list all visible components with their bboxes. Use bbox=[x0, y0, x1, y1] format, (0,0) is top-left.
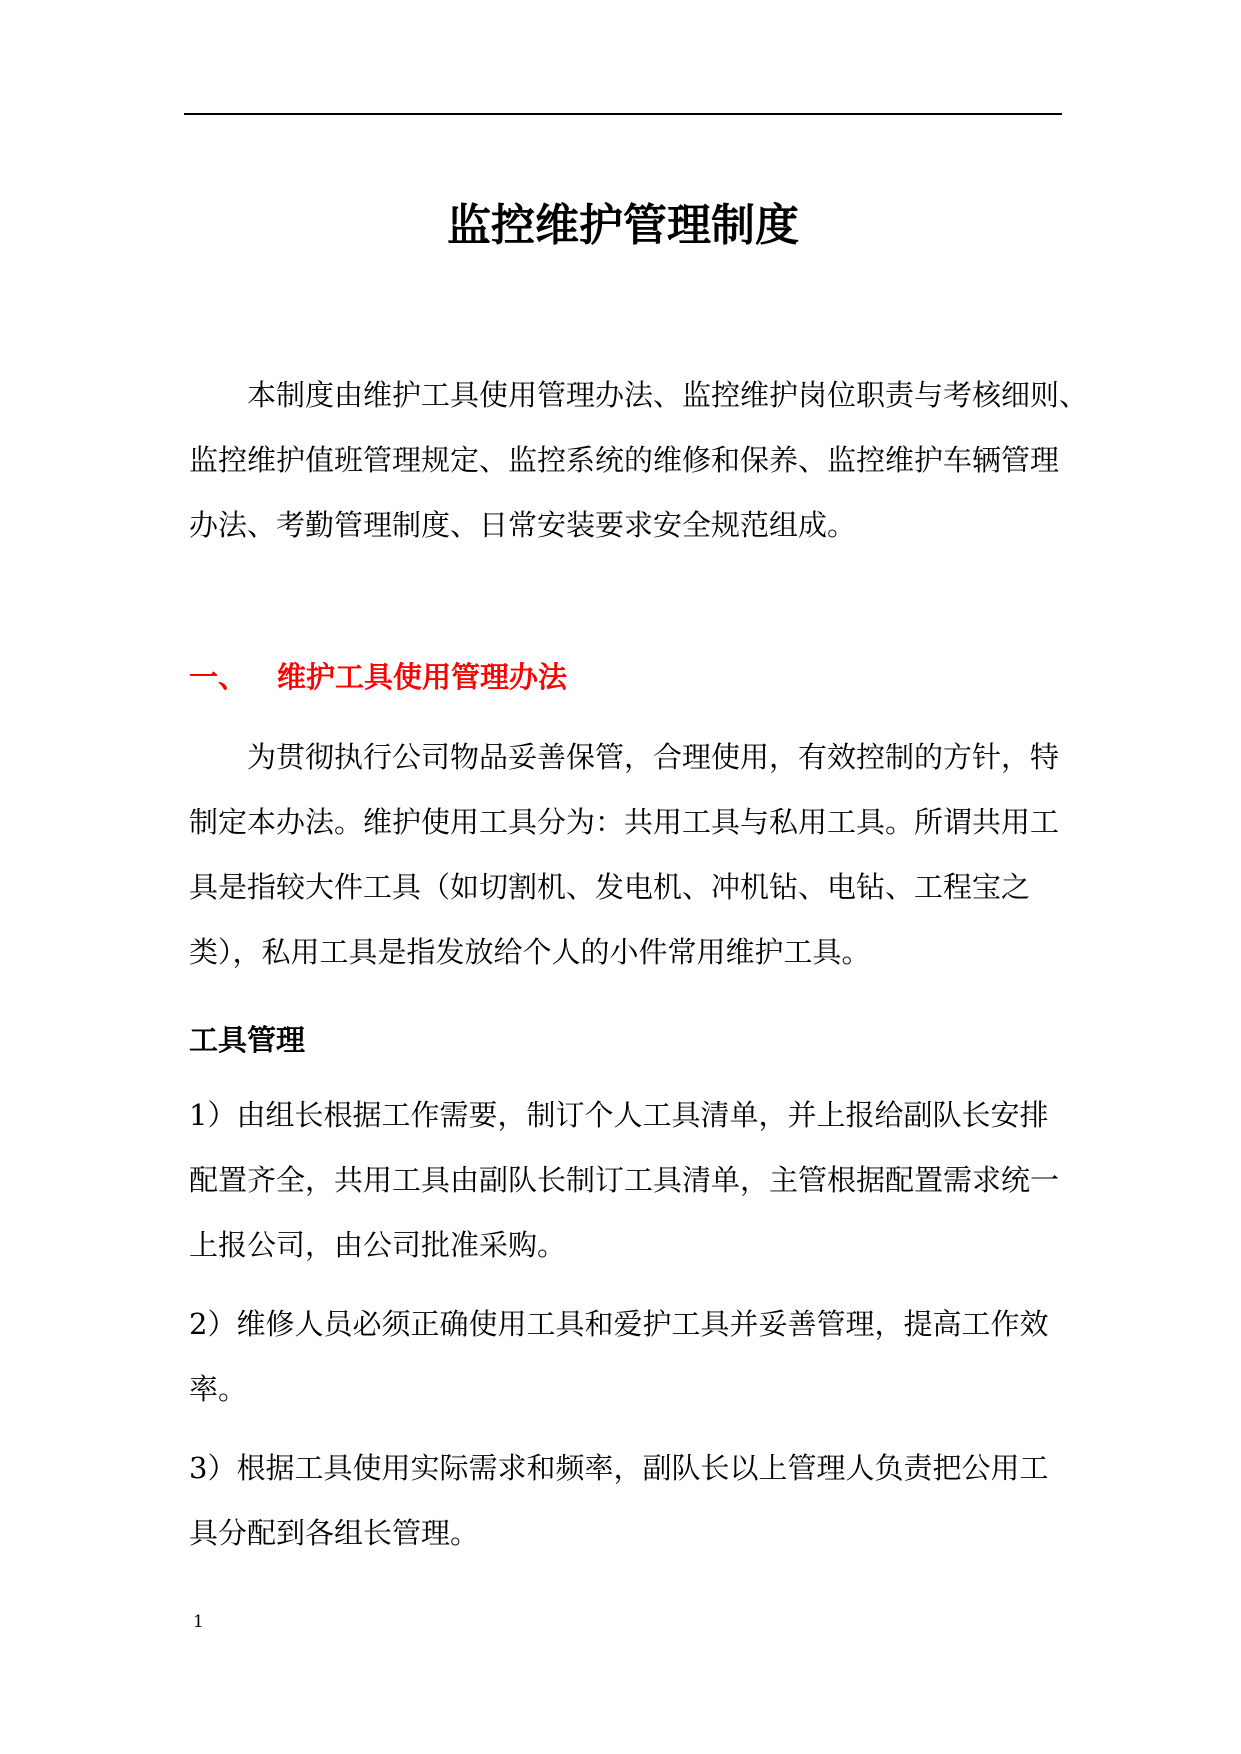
section-intro-line-2: 制定本办法。维护使用工具分为：共用工具与私用工具。所谓共用工 bbox=[189, 805, 1060, 839]
header-rule bbox=[184, 113, 1062, 115]
item-1-line-3: 上报公司，由公司批准采购。 bbox=[189, 1228, 567, 1262]
subheading-tool-management: 工具管理 bbox=[189, 1023, 306, 1057]
item-2-line-1: 2）维修人员必须正确使用工具和爱护工具并妥善管理，提高工作效 bbox=[189, 1307, 1049, 1341]
item-2-line-2: 率。 bbox=[189, 1372, 248, 1406]
list-item-2 bbox=[189, 1292, 1067, 1422]
item-3-line-1: 3）根据工具使用实际需求和频率，副队长以上管理人负责把公用工 bbox=[189, 1451, 1049, 1485]
document-title: 监控维护管理制度 bbox=[447, 200, 799, 251]
intro-paragraph bbox=[189, 363, 1089, 558]
section-title: 维护工具使用管理办法 bbox=[277, 660, 568, 694]
section-intro-line-1: 为贯彻执行公司物品妥善保管，合理使用，有效控制的方针，特 bbox=[247, 740, 1060, 774]
section-intro-line-3: 具是指较大件工具（如切割机、发电机、冲机钻、电钻、工程宝之 bbox=[189, 870, 1031, 904]
section-number: 一、 bbox=[189, 660, 248, 694]
intro-line-3: 办法、考勤管理制度、日常安装要求安全规范组成。 bbox=[189, 508, 857, 542]
item-3-line-2: 具分配到各组长管理。 bbox=[189, 1516, 480, 1550]
section-intro-line-4: 类），私用工具是指发放给个人的小件常用维护工具。 bbox=[189, 935, 871, 969]
section-intro-paragraph bbox=[189, 725, 1067, 985]
intro-line-1: 本制度由维护工具使用管理办法、监控维护岗位职责与考核细则、 bbox=[247, 378, 1089, 412]
list-item-3 bbox=[189, 1436, 1067, 1566]
item-1-line-2: 配置齐全，共用工具由副队长制订工具清单，主管根据配置需求统一 bbox=[189, 1163, 1060, 1197]
section-heading bbox=[189, 652, 567, 702]
page-number: 1 bbox=[193, 1612, 204, 1632]
item-1-line-1: 1）由组长根据工作需要，制订个人工具清单，并上报给副队长安排 bbox=[189, 1098, 1049, 1132]
list-item-1 bbox=[189, 1083, 1067, 1278]
intro-line-2: 监控维护值班管理规定、监控系统的维修和保养、监控维护车辆管理 bbox=[189, 443, 1060, 477]
